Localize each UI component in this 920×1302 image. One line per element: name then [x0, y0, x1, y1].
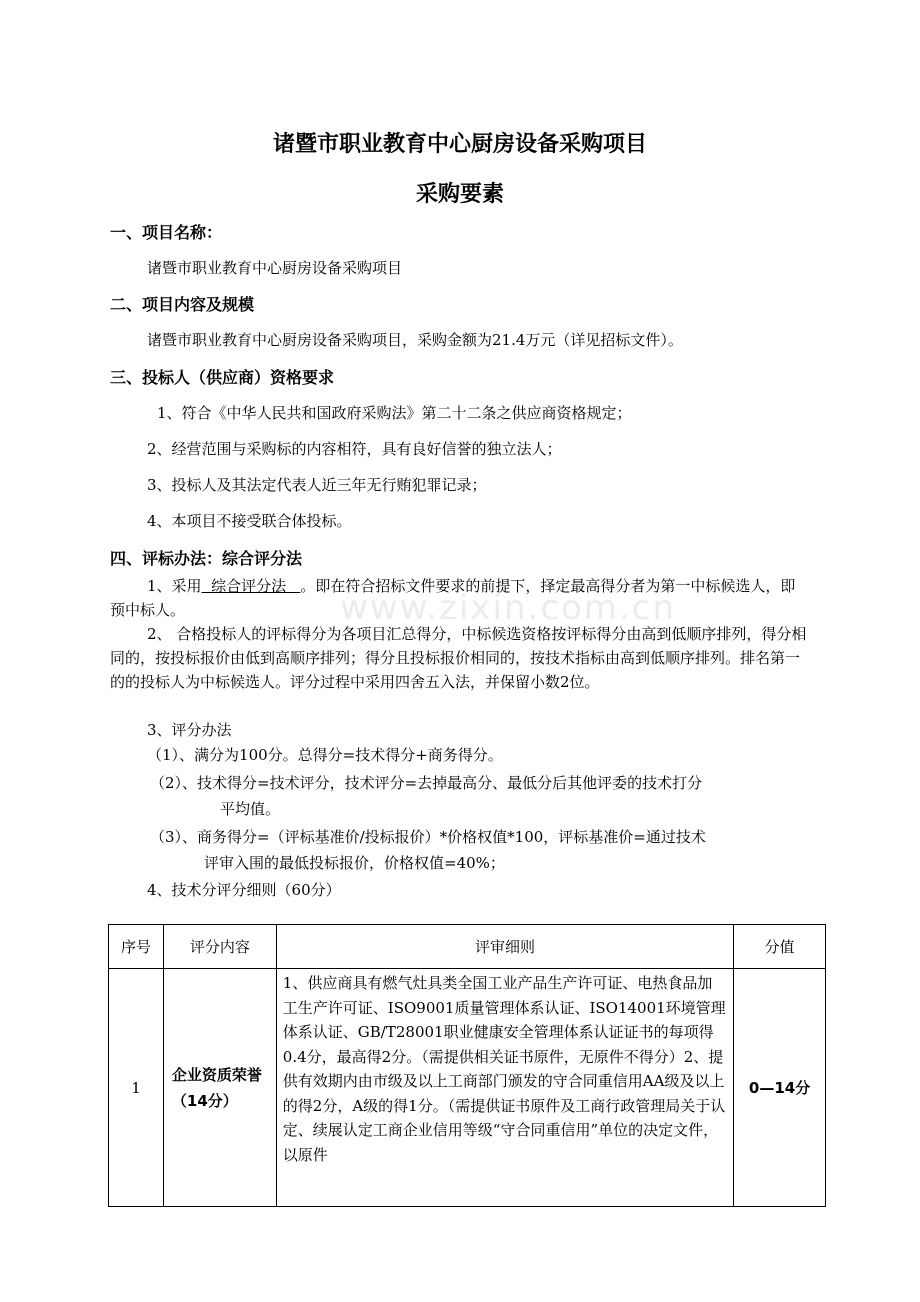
table-row: [109, 969, 826, 1207]
row-detail: 1、供应商具有燃气灶具类全国工业产品生产许可证、电热食品加工生产许可证、ISO9001质量管理体系认证、ISO14001环境管理体系认证、GB/T28001职业健康安全管理体系认证证书的每项得0.4分，最高得2分。（需提供相关证书原件，无原件不得分）2、提供有效期内由市级及以上工商部门颁发的守合同重信用AA级及以上的得2分，A级的得1分。（需提供证书原件及工商行政管理局关于认定、续展认定工商企业信用等级“守合同重信用”单位的决定文件，以原件: [276, 969, 733, 1207]
method-name: 综合评分法: [201, 577, 301, 595]
scoring-method-3: （3）、商务得分=（评标基准价/投标报价）*价格权值*100，评标基准价=通过技术: [150, 828, 706, 846]
section-1-heading: 一、项目名称：: [110, 223, 223, 242]
watermark: www.zixin.com.cn: [340, 588, 676, 628]
row-index: 1: [109, 969, 164, 1207]
scoring-method-1: （1）、满分为100分。总得分=技术得分+商务得分。: [147, 746, 503, 764]
evaluation-paragraph-4: 4、技术分评分细则（60分）: [147, 881, 341, 899]
section-3-heading: 三、投标人（供应商）资格要求: [110, 368, 335, 387]
header-score: 分值: [734, 925, 826, 969]
scoring-method-2: （2）、技术得分=技术评分，技术评分=去掉最高分、最低分后其他评委的技术打分: [150, 774, 703, 792]
qualification-item: 2、经营范围与采购标的内容相符，具有良好信誉的独立法人；: [147, 440, 562, 458]
header-index: 序号: [109, 925, 164, 969]
evaluation-paragraph-1: [110, 574, 810, 622]
document-subtitle: 采购要素: [415, 182, 504, 207]
qualification-item: 1、符合《中华人民共和国政府采购法》第二十二条之供应商资格规定；: [157, 404, 632, 422]
scoring-method-2-cont: 平均值。: [220, 800, 281, 818]
qualification-item: 3、投标人及其法定代表人近三年无行贿犯罪记录；: [147, 476, 487, 494]
header-detail: 评审细则: [276, 925, 733, 969]
section-4-heading: 四、评标办法：综合评分法: [110, 549, 303, 568]
section-2-body: 诸暨市职业教育中心厨房设备采购项目，采购金额为21.4万元（详见招标文件）。: [147, 331, 683, 349]
row-score: 0—14分: [734, 969, 826, 1207]
table-header-row: [109, 925, 826, 969]
scoring-method-3-cont: 评审入围的最低投标报价，价格权值=40%；: [204, 854, 505, 872]
method-suffix: 。即在符合招标文件要求的前提下，择定最高得分者为第一中标候选人，即预中标人。: [110, 577, 796, 619]
document-title: 诸暨市职业教育中心厨房设备采购项目: [272, 132, 647, 157]
section-2-heading: 二、项目内容及规模: [110, 295, 255, 314]
row-content: 企业资质荣誉（14分）: [163, 969, 276, 1207]
method-prefix: 1、采用: [147, 577, 202, 595]
section-1-body: 诸暨市职业教育中心厨房设备采购项目: [147, 259, 403, 277]
evaluation-paragraph-2: 2、 合格投标人的评标得分为各项目汇总得分，中标候选资格按评标得分由高到低顺序排列，得分相同的，按投标报价由低到高顺序排列；得分且投标报价相同的，按技术指标由高到低顺序排列。排名第一的的投标人为中标候选人。评分过程中采用四舍五入法，并保留小数2位。: [110, 625, 807, 691]
header-content: 评分内容: [163, 925, 276, 969]
evaluation-paragraph-3: 3、评分办法: [147, 721, 232, 739]
technical-scoring-table: [108, 924, 826, 1207]
qualification-item: 4、本项目不接受联合体投标。: [147, 512, 352, 530]
